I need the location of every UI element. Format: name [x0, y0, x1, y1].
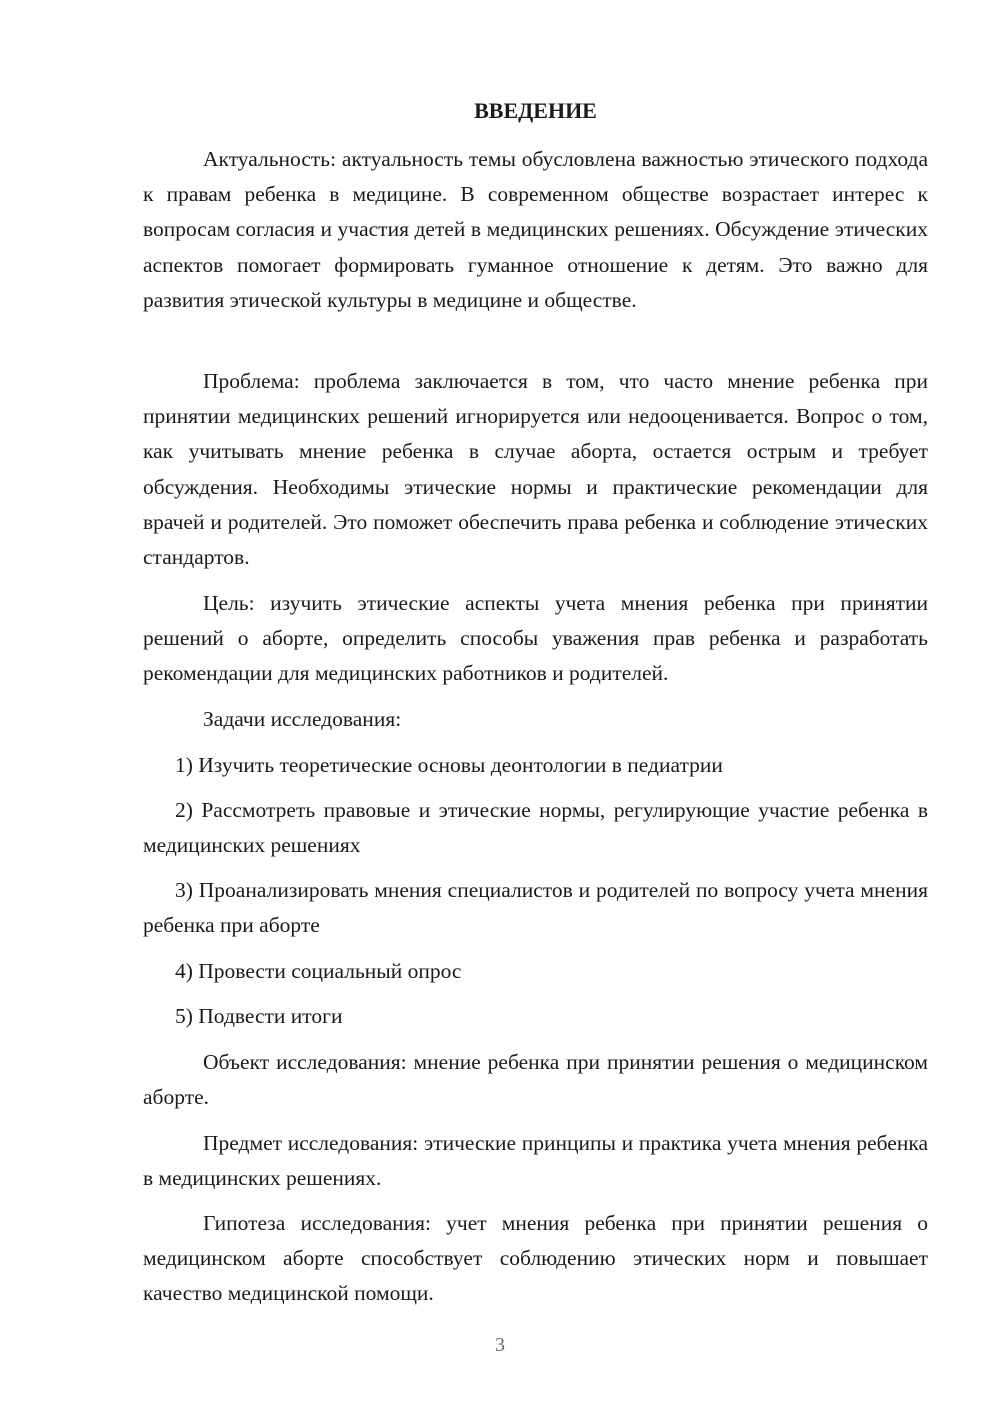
tasks-heading: Задачи исследования:: [203, 707, 402, 731]
subject-paragraph: Предмет исследования: этические принципы и практика учета мнения ребенка в медицинских решениях.: [143, 1131, 928, 1191]
task-item: 2) Рассмотреть правовые и этические нормы, регулирующие участие ребенка в медицинских решениях: [143, 798, 928, 858]
task-item: 5) Подвести итоги: [175, 1004, 343, 1028]
task-item: 3) Проанализировать мнения специалистов и родителей по вопросу учета мнения ребенка при аборте: [143, 878, 928, 938]
task-item: 1) Изучить теоретические основы деонтологии в педиатрии: [175, 753, 723, 777]
page-number: 3: [495, 1334, 505, 1356]
page-title: ВВЕДЕНИЕ: [474, 98, 597, 123]
hypothesis-paragraph: Гипотеза исследования: учет мнения ребенка при принятии решения о медицинском аборте способствует соблюдению этических норм и повышает качество медицинской помощи.: [143, 1211, 928, 1306]
relevance-paragraph: Актуальность: актуальность темы обусловлена важностью этического подхода к правам ребенка в медицине. В современном обществе возрастает интерес к вопросам согласия и участия детей в медицинских решениях. Обсуждение этических аспектов помогает формировать гуманное отношение к детям. Это важно для развития этической культуры в медицине и обществе.: [143, 147, 928, 312]
object-paragraph: Объект исследования: мнение ребенка при принятии решения о медицинском аборте.: [143, 1050, 928, 1110]
problem-paragraph: Проблема: проблема заключается в том, что часто мнение ребенка при принятии медицинских решений игнорируется или недооценивается. Вопрос о том, как учитывать мнение ребенка в случае аборта, остается острым и требует обсуждения. Необходимы этические нормы и практические рекомендации для врачей и родителей. Это поможет обеспечить права ребенка и соблюдение этических стандартов.: [143, 369, 928, 570]
goal-paragraph: Цель: изучить этические аспекты учета мнения ребенка при принятии решений о аборте, определить способы уважения прав ребенка и разработать рекомендации для медицинских работников и родителей.: [143, 591, 928, 686]
task-item: 4) Провести социальный опрос: [175, 959, 462, 983]
